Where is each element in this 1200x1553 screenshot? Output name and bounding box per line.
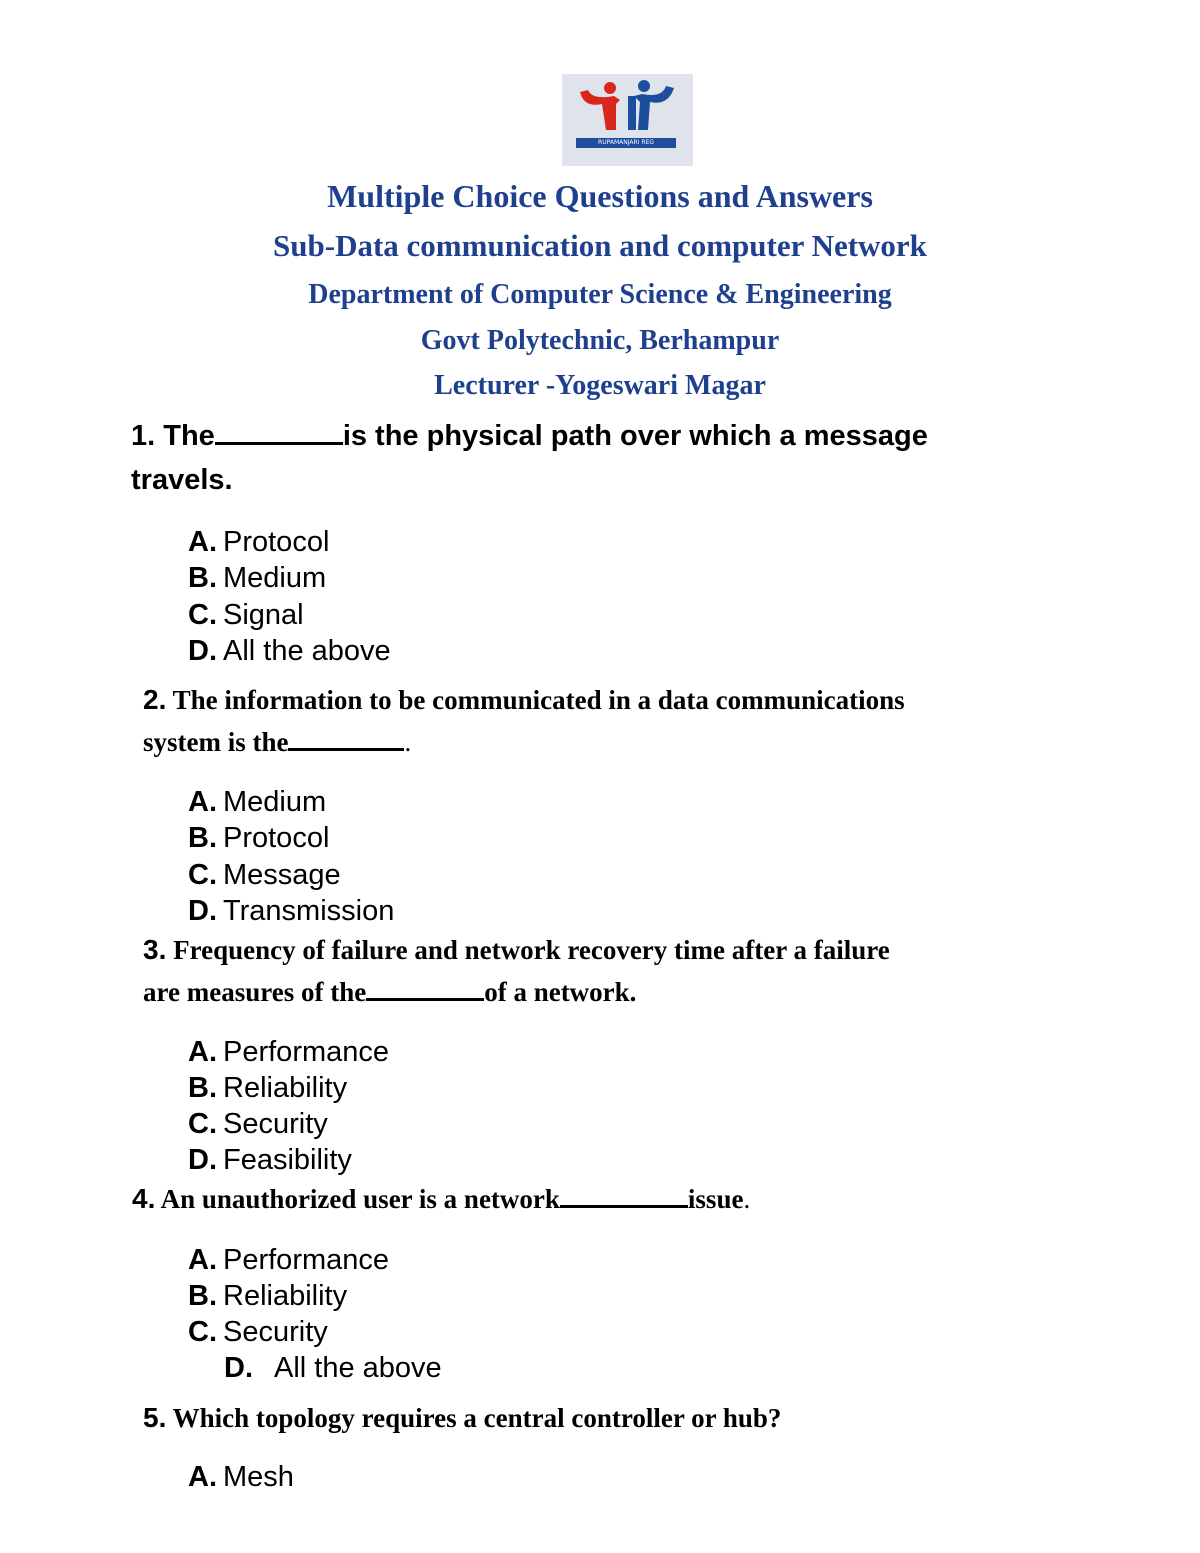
option-text: Reliability bbox=[223, 1072, 348, 1104]
option-3d bbox=[188, 1142, 352, 1178]
question-2 bbox=[143, 679, 905, 763]
question-5 bbox=[143, 1397, 781, 1439]
question-number: 2. bbox=[143, 684, 167, 715]
question-4 bbox=[132, 1178, 750, 1220]
institute-heading: Govt Polytechnic, Berhampur bbox=[420, 325, 780, 356]
option-letter: A. bbox=[188, 1036, 217, 1068]
option-1b bbox=[188, 560, 326, 596]
question-text-before: system is the bbox=[143, 727, 289, 757]
question-text-line1: Frequency of failure and network recovery time after a failure bbox=[173, 935, 890, 965]
option-letter: A. bbox=[188, 786, 217, 818]
option-text: Security bbox=[223, 1108, 328, 1140]
question-text-after: . bbox=[404, 727, 412, 757]
option-letter: B. bbox=[188, 1072, 217, 1104]
option-text: Medium bbox=[223, 562, 327, 594]
option-text: Medium bbox=[223, 786, 327, 818]
option-letter: C. bbox=[188, 1316, 217, 1348]
option-letter: B. bbox=[188, 562, 217, 594]
option-text: All the above bbox=[274, 1352, 442, 1384]
page-title: Multiple Choice Questions and Answers bbox=[327, 178, 873, 214]
lecturer-heading: Lecturer -Yogeswari Magar bbox=[434, 370, 766, 401]
logo-caption: RUPAMANJARI REG bbox=[576, 138, 676, 148]
option-2d bbox=[188, 893, 394, 929]
question-number: 1. bbox=[131, 420, 156, 452]
option-letter: D. bbox=[188, 895, 217, 927]
option-3a bbox=[188, 1034, 389, 1070]
option-letter: C. bbox=[188, 859, 217, 891]
question-1 bbox=[131, 414, 928, 502]
subject-heading: Sub-Data communication and computer Network bbox=[273, 228, 927, 263]
option-text: Protocol bbox=[223, 822, 330, 854]
question-text-after: is the physical path over which a message bbox=[342, 420, 928, 452]
department-heading: Department of Computer Science & Engineering bbox=[308, 279, 892, 310]
question-number: 3. bbox=[143, 934, 167, 965]
option-text: Mesh bbox=[223, 1461, 294, 1493]
answer-blank bbox=[366, 976, 484, 1001]
option-1c bbox=[188, 597, 304, 633]
answer-blank bbox=[215, 419, 343, 445]
option-4c bbox=[188, 1314, 328, 1350]
logo-figures-icon bbox=[562, 74, 693, 166]
question-text-before: are measures of the bbox=[143, 977, 367, 1007]
question-number: 5. bbox=[143, 1402, 167, 1433]
question-text-line2: travels. bbox=[131, 464, 233, 496]
option-letter: A. bbox=[188, 1244, 217, 1276]
option-text: Transmission bbox=[223, 895, 395, 927]
answer-blank bbox=[560, 1183, 688, 1208]
question-text-after: of a network. bbox=[484, 977, 637, 1007]
option-letter: A. bbox=[188, 1461, 217, 1493]
option-2b bbox=[188, 820, 329, 856]
question-text-end: . bbox=[743, 1184, 751, 1214]
option-letter: D. bbox=[188, 1144, 217, 1176]
option-letter: D. bbox=[188, 635, 217, 667]
question-text: Which topology requires a central controller or hub? bbox=[172, 1403, 782, 1433]
option-letter: C. bbox=[188, 1108, 217, 1140]
question-text-after: issue bbox=[687, 1184, 744, 1214]
option-letter: C. bbox=[188, 599, 217, 631]
option-1a bbox=[188, 524, 329, 560]
option-4a bbox=[188, 1242, 389, 1278]
option-3b bbox=[188, 1070, 347, 1106]
option-5a bbox=[188, 1459, 294, 1495]
option-text: Reliability bbox=[223, 1280, 348, 1312]
option-text: Performance bbox=[223, 1036, 390, 1068]
option-text: Message bbox=[223, 859, 341, 891]
option-4b bbox=[188, 1278, 347, 1314]
option-letter: D. bbox=[224, 1352, 253, 1384]
option-text: Security bbox=[223, 1316, 328, 1348]
option-text: Feasibility bbox=[223, 1144, 352, 1176]
option-4d bbox=[224, 1350, 442, 1386]
option-letter: B. bbox=[188, 822, 217, 854]
question-text-before: The bbox=[163, 420, 215, 452]
option-letter: B. bbox=[188, 1280, 217, 1312]
option-2c bbox=[188, 857, 341, 893]
option-3c bbox=[188, 1106, 328, 1142]
question-number: 4. bbox=[132, 1183, 156, 1214]
option-text: Signal bbox=[223, 599, 304, 631]
institution-logo bbox=[562, 74, 693, 166]
option-text: All the above bbox=[223, 635, 391, 667]
question-3 bbox=[143, 929, 890, 1013]
option-text: Performance bbox=[223, 1244, 390, 1276]
question-text-line1: The information to be communicated in a data communications bbox=[172, 685, 905, 715]
answer-blank bbox=[288, 726, 404, 751]
option-2a bbox=[188, 784, 326, 820]
option-text: Protocol bbox=[223, 526, 330, 558]
question-text-before: An unauthorized user is a network bbox=[160, 1184, 560, 1214]
option-letter: A. bbox=[188, 526, 217, 558]
option-1d bbox=[188, 633, 391, 669]
